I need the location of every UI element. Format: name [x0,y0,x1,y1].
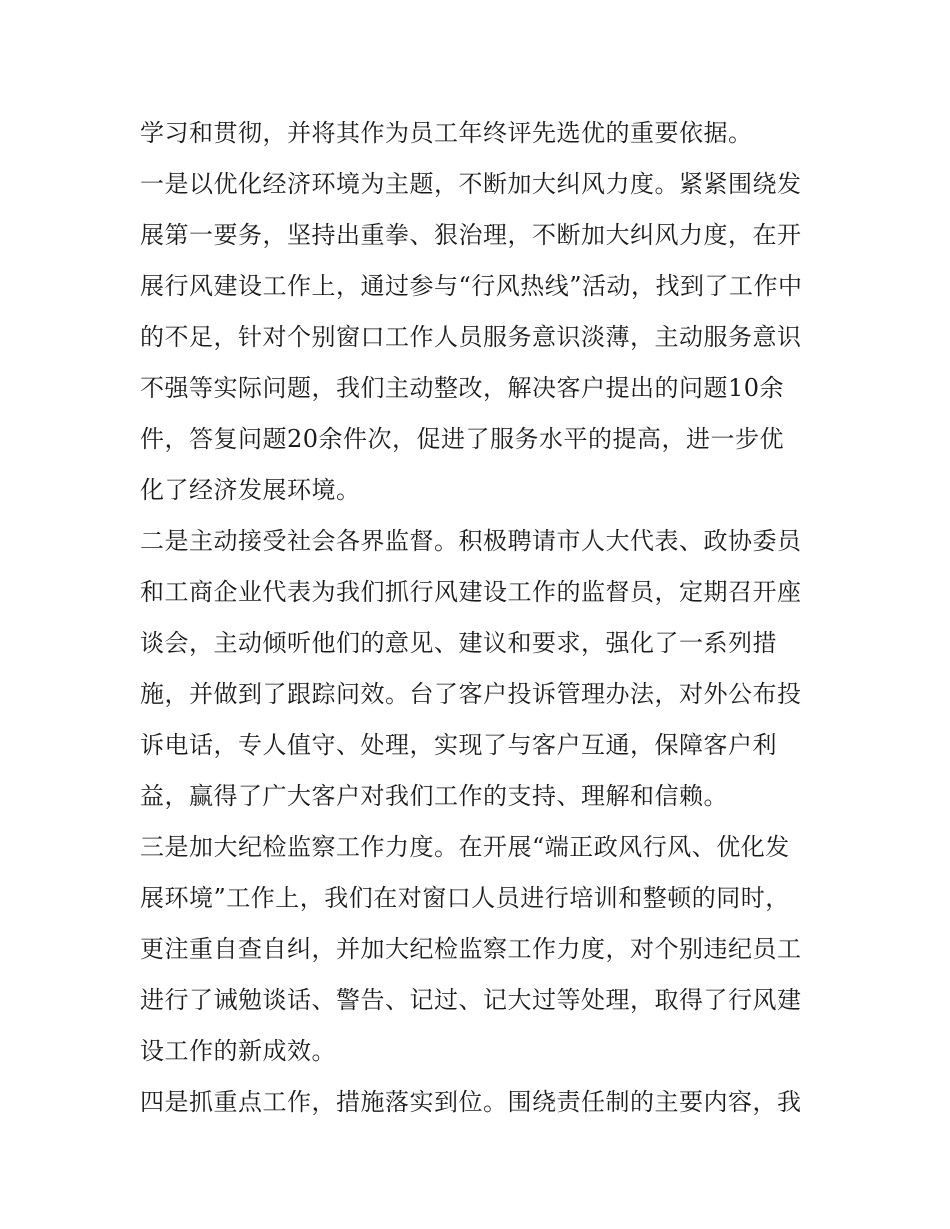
text-line: 化了经济发展环境。 [140,476,361,504]
text-line: 施，并做到了跟踪问效。台了客户投诉管理办法，对外公布投 [140,680,802,708]
text-line: 更注重自查自纠，并加大纪检监察工作力度，对个别违纪员工 [140,935,802,963]
text-line: 四是抓重点工作，措施落实到位。围绕责任制的主要内容，我 [140,1088,802,1116]
text-line: 件，答复问题20余件次，促进了服务水平的提高，进一步优 [140,425,785,453]
text-line: 和工商企业代表为我们抓行风建设工作的监督员，定期召开座 [140,578,802,606]
text-line: 学习和贯彻，并将其作为员工年终评先选优的重要依据。 [140,119,753,147]
text-line: 三是加大纪检监察工作力度。在开展“端正政风行风、优化发 [140,833,790,861]
text-line: 谈会，主动倾听他们的意见、建议和要求，强化了一系列措 [140,629,777,657]
text-line: 进行了诫勉谈话、警告、记过、记大过等处理，取得了行风建 [140,986,802,1014]
text-line: 益，赢得了广大客户对我们工作的支持、理解和信赖。 [140,782,728,810]
text-line: 设工作的新成效。 [140,1037,336,1065]
text-line: 展环境”工作上，我们在对窗口人员进行培训和整顿的同时， [140,884,790,912]
text-line: 不强等实际问题，我们主动整改，解决客户提出的问题10余 [140,374,785,402]
text-line: 展第一要务，坚持出重拳、狠治理，不断加大纠风力度，在开 [140,221,802,249]
text-line: 一是以优化经济环境为主题，不断加大纠风力度。紧紧围绕发 [140,170,802,198]
text-line: 的不足，针对个别窗口工作人员服务意识淡薄，主动服务意识 [140,323,802,351]
text-line: 展行风建设工作上，通过参与“行风热线”活动，找到了工作中 [140,272,803,300]
document-body [140,108,820,1128]
text-line: 二是主动接受社会各界监督。积极聘请市人大代表、政协委员 [140,527,802,555]
text-line: 诉电话，专人值守、处理，实现了与客户互通，保障客户利 [140,731,777,759]
